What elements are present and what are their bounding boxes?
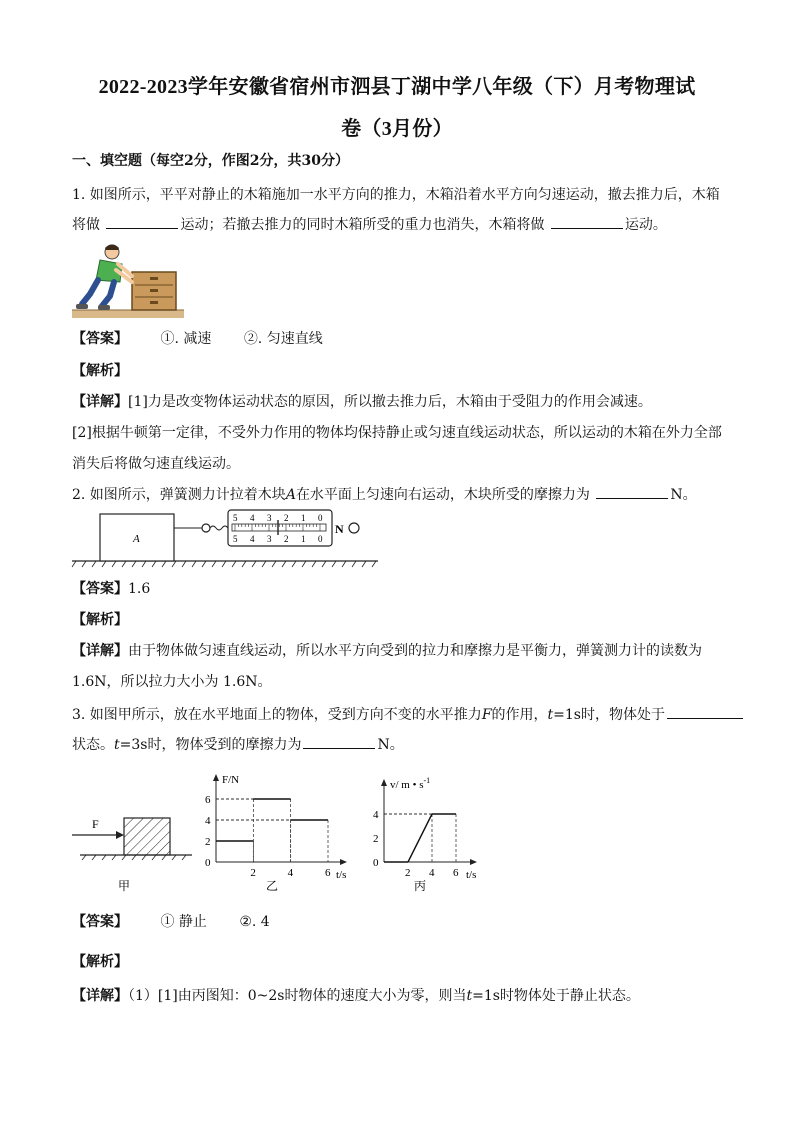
q3-figure-bing-velocity-time-chart	[370, 766, 520, 896]
scale-label: 4	[250, 534, 255, 544]
x-axis-arrow	[340, 859, 347, 865]
q2-detail-line1	[72, 640, 702, 660]
section-heading: 一、填空题（每空2分，作图2分，共30分）	[72, 153, 349, 169]
scale-unit: N	[335, 522, 344, 536]
origin-label: 0	[373, 857, 379, 869]
ground-hatch	[72, 561, 376, 567]
ticks	[205, 794, 331, 879]
hook	[202, 524, 210, 532]
q2-stem	[72, 484, 697, 504]
answer-label: 【答案】	[72, 581, 128, 597]
fig-caption-bing: 丙	[414, 879, 427, 893]
q1-text: 运动；若撤去推力的同时木箱所受的重力也消失，木箱将做	[180, 217, 545, 233]
q2-answer: 1.6	[128, 581, 151, 597]
q3-text: =3s时，物体受到的摩擦力为	[119, 737, 302, 753]
q3-text: 状态。	[72, 737, 114, 753]
scale-label: 2	[284, 513, 289, 523]
velocity-series	[384, 814, 456, 862]
detail-label: 【详解】	[72, 988, 128, 1004]
q3-stem-line1	[72, 704, 745, 724]
q2-text: 在水平面上匀速向右运动，木块所受的摩擦力为	[295, 487, 590, 503]
q2-detail-text: 由于物体做匀速直线运动，所以水平方向受到的拉力和摩擦力是平衡力，弹簧测力计的读数为	[128, 643, 702, 659]
force-label: F	[92, 817, 99, 831]
q3-answer-line	[72, 911, 270, 931]
q2-answer-line	[72, 578, 150, 598]
scale-label: 1	[301, 513, 306, 523]
q3-figure-yi-force-time-chart	[200, 766, 370, 896]
x-axis-label: t/s	[336, 869, 347, 881]
q1-answer-2: ②. 匀速直线	[243, 331, 323, 347]
q3-blank-2[interactable]	[303, 736, 375, 749]
q1-answer-line	[72, 328, 323, 348]
q3-var-f: F	[481, 707, 492, 723]
scale-label: 0	[318, 513, 323, 523]
doc-title-line2: 卷（3月份）	[341, 118, 453, 140]
y-tick-label: 6	[205, 794, 211, 806]
series-segment	[408, 814, 432, 862]
x-tick-label: 2	[250, 867, 256, 879]
x-tick-label: 2	[405, 867, 411, 879]
q3-figure-jia	[72, 810, 202, 895]
object-block	[124, 818, 170, 855]
q3-text: 的作用，	[491, 707, 548, 723]
q1-stem-line2	[72, 214, 667, 234]
q3-var-t: t	[466, 988, 473, 1004]
y-tick-label: 2	[373, 833, 379, 845]
q3-text: =1s时，物体处于	[553, 707, 665, 723]
y-axis-arrow	[213, 774, 219, 781]
y-axis-arrow	[381, 779, 387, 786]
q1-figure-boy-pushing-box	[72, 242, 184, 320]
x-axis-arrow	[470, 859, 477, 865]
block-a-label: A	[133, 533, 140, 545]
detail-label: 【详解】	[72, 643, 128, 659]
answer-label: 【答案】	[72, 331, 128, 347]
q3-answer-1: ① 静止	[160, 914, 207, 930]
q3-detail-line1	[72, 985, 640, 1005]
y-tick-label: 4	[373, 809, 379, 821]
fig-caption-yi: 乙	[266, 879, 279, 893]
y-axis-label-main: v/ m • s	[390, 779, 424, 791]
scale-label: 4	[250, 513, 255, 523]
q1-text: 运动。	[624, 217, 667, 233]
ticks	[373, 809, 459, 879]
q1-detail-text: [1]力是改变物体运动状态的原因，所以撤去推力后，木箱由于受阻力的作用会减速。	[128, 394, 652, 410]
q2-blank[interactable]	[596, 486, 668, 499]
scale-label: 1	[301, 534, 306, 544]
analysis-label: 【解析】	[72, 363, 128, 379]
q1-blank-1[interactable]	[106, 216, 178, 229]
y-tick-label: 4	[205, 815, 211, 827]
y-axis-label-sup: -1	[423, 776, 431, 785]
q3-blank-1[interactable]	[667, 706, 743, 719]
q3-stem-line2	[72, 734, 404, 754]
q3-var-t: t	[114, 737, 120, 753]
x-tick-label: 6	[325, 867, 331, 879]
q1-detail-line2: [2]根据牛顿第一定律，不受外力作用的物体均保持静止或匀速直线运动状态，所以运动的木箱在外力全部	[72, 425, 722, 441]
q2-figure-spring-scale	[72, 506, 382, 568]
q1-stem-line1: 1. 如图所示，平平对静止的木箱施加一水平方向的推力，木箱沿着水平方向匀速运动，撤去推力后，木箱	[72, 187, 720, 203]
x-axis-label: t/s	[466, 869, 477, 881]
scale-label: 0	[318, 534, 323, 544]
q3-text: N。	[377, 737, 404, 753]
scale-ring	[349, 523, 359, 533]
analysis-label: 【解析】	[72, 612, 128, 628]
fig-caption-jia: 甲	[118, 879, 131, 893]
y-axis-label	[390, 776, 430, 791]
scale-label: 5	[233, 534, 238, 544]
floor	[72, 310, 184, 318]
q3-detail-text: =1s时物体处于静止状态。	[472, 988, 640, 1004]
q1-text: 将做	[72, 217, 100, 233]
q1-detail-line3: 消失后将做匀速直线运动。	[72, 456, 240, 472]
scale-label: 2	[284, 534, 289, 544]
scale-label: 3	[267, 534, 272, 544]
analysis-label: 【解析】	[72, 954, 128, 970]
y-axis-label: F/N	[222, 774, 240, 786]
scale-label: 3	[267, 513, 272, 523]
scale-label: 5	[233, 513, 238, 523]
q1-blank-2[interactable]	[551, 216, 623, 229]
q2-text: N。	[670, 487, 697, 503]
q2-text: 2. 如图所示，弹簧测力计拉着木块	[72, 487, 286, 503]
doc-title-line1: 2022-2023学年安徽省宿州市泗县丁湖中学八年级（下）月考物理试	[98, 76, 696, 98]
boy-legs	[82, 280, 98, 304]
x-tick-label: 6	[453, 867, 459, 879]
q3-text: 3. 如图甲所示，放在水平地面上的物体，受到方向不变的水平推力	[72, 707, 482, 723]
q2-var-a: A	[285, 487, 296, 503]
q1-detail-line1	[72, 391, 652, 411]
y-tick-label: 2	[205, 836, 211, 848]
answer-label: 【答案】	[72, 914, 128, 930]
q2-detail-line2: 1.6N，所以拉力大小为 1.6N。	[72, 674, 272, 690]
dashed-guides	[216, 799, 328, 862]
x-tick-label: 4	[287, 867, 294, 879]
x-tick-label: 4	[429, 867, 435, 879]
spring	[210, 526, 228, 530]
detail-label: 【详解】	[72, 394, 128, 410]
origin-label: 0	[205, 857, 211, 869]
q3-answer-2: ②. 4	[239, 914, 270, 930]
q1-answer-1: ①. 减速	[160, 331, 212, 347]
q3-detail-text: （1）[1]由丙图知：0~2s时物体的速度大小为零，则当	[128, 988, 467, 1004]
ground-hatch	[82, 855, 186, 860]
q3-var-t: t	[547, 707, 554, 723]
